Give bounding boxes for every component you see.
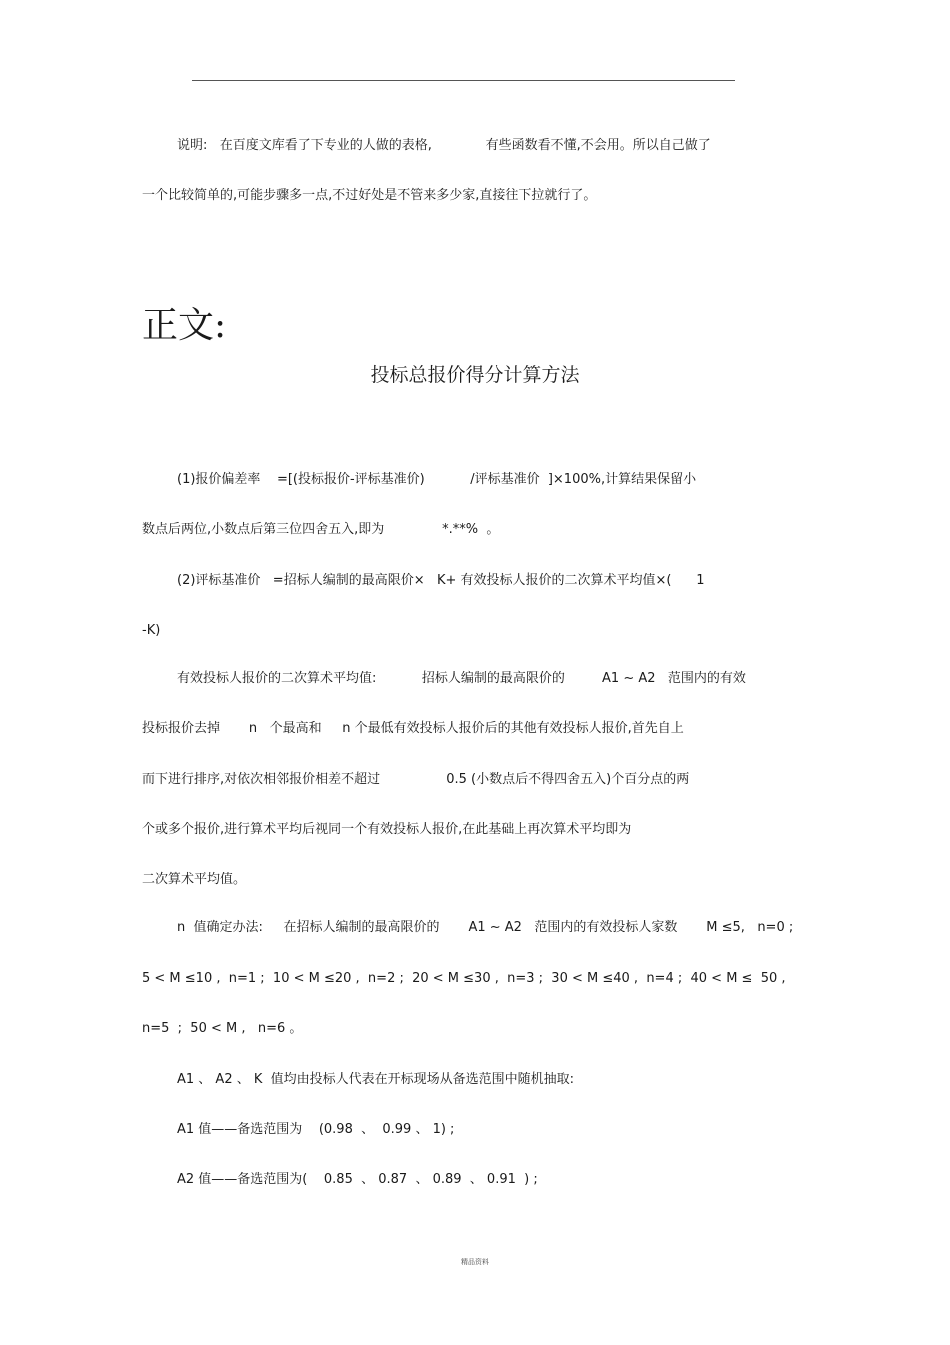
paragraph-7-line-1: A2 值——备选范围为( 0.85 、 0.87 、 0.89 、 0.91 ) ; xyxy=(177,1172,538,1187)
paragraph-1-line-1: (1)报价偏差率 =[(投标报价-评标基准价) /评标基准价 ]×100%,计算结果保留小 xyxy=(177,472,697,487)
note-line-2: 一个比较简单的,可能步骤多一点,不过好处是不管来多少家,直接往下拉就行了。 xyxy=(142,188,597,203)
note-line-1: 说明: 在百度文库看了下专业的人做的表格, 有些函数看不懂,不会用。所以自己做了 xyxy=(177,138,711,153)
paragraph-3-line-4: 个或多个报价,进行算术平均后视同一个有效投标人报价,在此基础上再次算术平均即为 xyxy=(142,822,632,837)
paragraph-3-line-1: 有效投标人报价的二次算术平均值: 招标人编制的最高限价的 A1 ~ A2 范围内的有效 xyxy=(177,671,746,686)
paragraph-6-line-1: A1 值——备选范围为 (0.98 、 0.99 、 1) ; xyxy=(177,1122,455,1137)
paragraph-4-line-1: n 值确定办法: 在招标人编制的最高限价的 A1 ~ A2 范围内的有效投标人家数 M ≤5, n=0 ; xyxy=(177,920,794,935)
paragraph-4-line-2: 5 < M ≤10 , n=1 ; 10 < M ≤20 , n=2 ; 20 < M ≤30 , n=3 ; 30 < M ≤40 , n=4 ; 40 < M ≤ 50 , xyxy=(142,971,786,986)
paragraph-4-line-3: n=5 ; 50 < M , n=6 。 xyxy=(142,1021,303,1036)
footer-label: 精品资料 xyxy=(461,1258,489,1266)
paragraph-2-line-1: (2)评标基准价 =招标人编制的最高限价× K+ 有效投标人报价的二次算术平均值×( 1 xyxy=(177,573,705,588)
paragraph-5-line-1: A1 、 A2 、 K 值均由投标人代表在开标现场从备选范围中随机抽取: xyxy=(177,1072,575,1087)
paragraph-3-line-3: 而下进行排序,对依次相邻报价相差不超过 0.5 (小数点后不得四舍五入)个百分点的两 xyxy=(142,772,690,787)
header-rule xyxy=(192,80,735,81)
section-heading: 正文: xyxy=(142,305,227,346)
paragraph-2-line-2: -K) xyxy=(142,623,161,638)
paragraph-1-line-2: 数点后两位,小数点后第三位四舍五入,即为 *.**% 。 xyxy=(142,522,500,537)
document-title: 投标总报价得分计算方法 xyxy=(370,364,580,386)
paragraph-3-line-2: 投标报价去掉 n 个最高和 n 个最低有效投标人报价后的其他有效投标人报价,首先自上 xyxy=(142,721,684,736)
paragraph-3-line-5: 二次算术平均值。 xyxy=(142,872,247,887)
